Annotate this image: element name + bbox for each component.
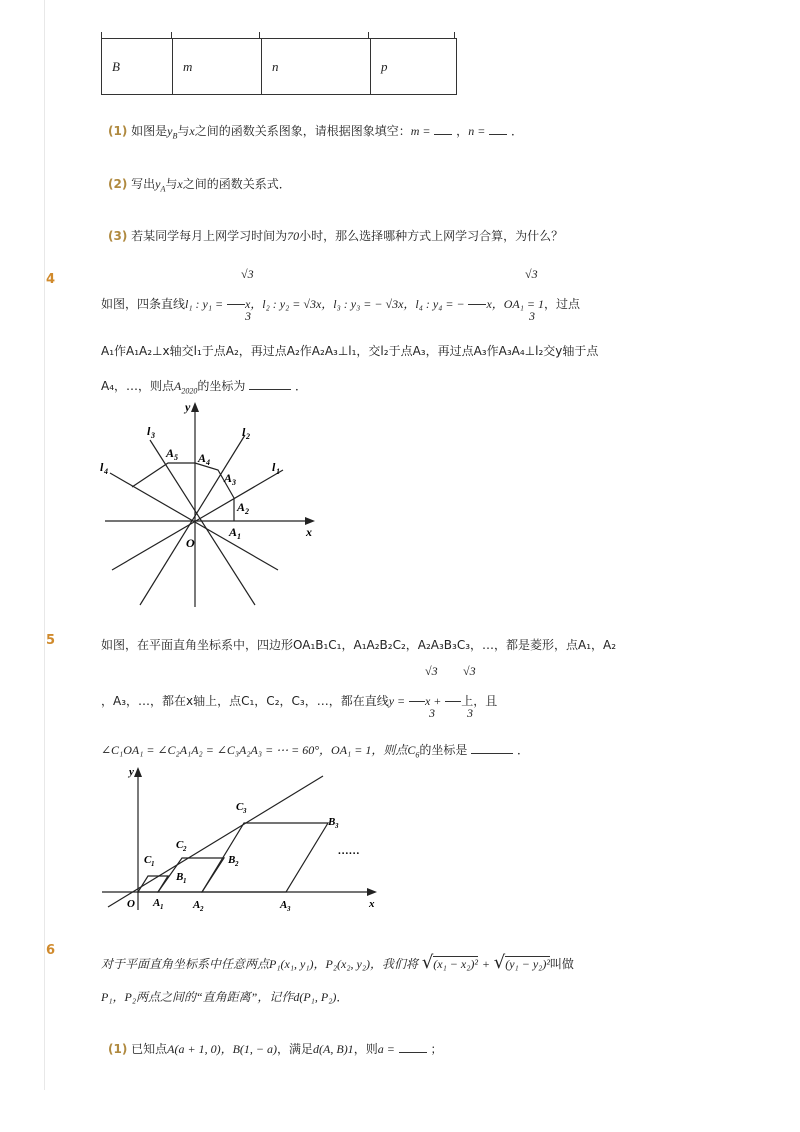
label-l1-sub: 1 xyxy=(276,467,280,476)
q5-line-1: 如图，在平面直角坐标系中，四边形OA₁B₁C₁，A₁A₂B₂C₂，A₂A₃B₃C₃，…，都是菱形，点A₁，A₂ xyxy=(101,638,617,652)
x-arrow-icon xyxy=(367,888,377,896)
label-x: x xyxy=(306,525,312,539)
table-cell: p xyxy=(371,39,457,95)
svg-text:1: 1 xyxy=(183,877,187,885)
label-A5-sub: 5 xyxy=(174,453,178,462)
svg-text:1: 1 xyxy=(160,903,164,911)
q4-line-1: 如图，四条直线l₁ : y₁ = x，l₂ : y₂ = √3x，l₃ : y₃ = − √3x，l₄ : y₄ = − x，OA₁ = 1，过点 xyxy=(101,297,581,311)
q4-frac1-num: √3 xyxy=(241,267,254,281)
blank-a[interactable] xyxy=(399,1052,427,1053)
label-A2: A xyxy=(193,899,201,911)
table-cell: m xyxy=(173,39,262,95)
label-A1: A xyxy=(229,525,238,539)
line-l1 xyxy=(112,470,283,570)
table-row xyxy=(102,39,457,95)
q5-frac1-num: √3 xyxy=(425,664,438,678)
rhombus-2 xyxy=(158,858,224,892)
q5-line-2: ，A₃，…，都在x轴上，点C₁，C₂，C₃，…，都在直线y = x + 上，且 xyxy=(101,694,498,708)
label-O: O xyxy=(127,898,135,910)
blank-a2020[interactable] xyxy=(249,389,291,390)
label-B3: B xyxy=(328,816,336,828)
label-C2: C xyxy=(176,839,184,851)
label-A3-sub: 3 xyxy=(232,478,236,487)
y-arrow-icon xyxy=(134,767,142,777)
q4-line-2: A₁作A₁A₂⊥x轴交l₁于点A₂，再过点A₂作A₂A₃⊥l₁，交l₂于点A₃，再过点A₃作A₃A₄⊥l₂交y轴于点 xyxy=(101,344,599,358)
table-cell: B xyxy=(102,39,173,95)
svg-text:1: 1 xyxy=(151,860,155,868)
label-A3: A xyxy=(280,899,288,911)
q6-part-1: (1) 已知点A(a + 1, 0)，B(1, − a)，满足d(A, B)1，则a = ； xyxy=(108,1042,443,1056)
label-A2: A xyxy=(237,500,246,514)
label-x: x xyxy=(369,898,375,910)
q4-line-3: A₄，…，则点$A_{2020}$的坐标为 ． xyxy=(101,379,308,396)
label-A1-sub: 1 xyxy=(237,532,241,541)
label-l1: l xyxy=(272,460,276,474)
label-B1: B xyxy=(176,871,184,883)
q5-frac2-num: √3 xyxy=(463,664,476,678)
question-number-5: 5 xyxy=(46,633,56,648)
label-l2: l xyxy=(242,425,246,439)
svg-text:3: 3 xyxy=(243,807,247,815)
svg-text:3: 3 xyxy=(335,822,339,830)
label-l3-sub: 3 xyxy=(151,431,155,440)
left-margin-rule xyxy=(44,0,45,1090)
label-l2-sub: 2 xyxy=(246,432,250,441)
table-cell: n xyxy=(262,39,371,95)
label-B2: B xyxy=(228,854,236,866)
svg-text:3: 3 xyxy=(287,905,291,912)
choice-table xyxy=(101,38,457,95)
q6-line-1: 对于平面直角坐标系中任意两点P₁(x₁, y₁)，P₂(x₂, y₂)，我们将 √(x₁ − x₂)² + √(y₁ − y₂)²叫做 xyxy=(101,952,574,973)
q-prev-part-2: (2) 写出$y_A$与x之间的函数关系式． xyxy=(108,177,291,194)
q5-frac2-den: 3 xyxy=(467,706,473,720)
label-C3: C xyxy=(236,801,244,813)
label-A5: A xyxy=(166,446,175,460)
label-A4: A xyxy=(198,451,207,465)
svg-text:2: 2 xyxy=(200,905,204,912)
label-C1: C xyxy=(144,854,152,866)
label-A3: A xyxy=(224,471,233,485)
label-l3: l xyxy=(147,424,151,438)
label-dots: …… xyxy=(338,845,360,857)
q4-frac1-den: 3 xyxy=(245,309,251,323)
label-A2-sub: 2 xyxy=(245,507,249,516)
svg-text:2: 2 xyxy=(235,860,239,868)
blank-n[interactable] xyxy=(489,134,507,135)
question-number-4: 4 xyxy=(46,272,56,287)
q5-frac1-den: 3 xyxy=(429,706,435,720)
svg-text:2: 2 xyxy=(183,845,187,853)
label-y: y xyxy=(185,400,191,414)
q-prev-part-1: (1) 如图是$y_B$与x之间的函数关系图象，请根据图象填空：m = ，n = ． xyxy=(108,124,523,141)
label-y: y xyxy=(129,766,134,778)
label-l4-sub: 4 xyxy=(104,467,108,476)
blank-m[interactable] xyxy=(434,134,452,135)
y-arrow-icon xyxy=(191,402,199,412)
label-A4-sub: 4 xyxy=(206,458,210,467)
blank-c6[interactable] xyxy=(471,753,513,754)
q5-line-3: ∠C₁OA₁ = ∠C₂A₁A₂ = ∠C₃A₂A₃ = ⋯ = 60°，OA₁ = 1，则点$C_6$的坐标是 ． xyxy=(101,743,530,760)
question-number-6: 6 xyxy=(46,943,56,958)
table-top-edge xyxy=(101,32,455,38)
label-O: O xyxy=(186,536,195,550)
q4-frac4-den: 3 xyxy=(529,309,535,323)
q4-frac4-num: √3 xyxy=(525,267,538,281)
q4-figure xyxy=(90,395,330,610)
x-arrow-icon xyxy=(305,517,315,525)
q6-line-2: P₁，P₂两点之间的“直角距离”，记作d(P₁, P₂)． xyxy=(101,990,349,1004)
q5-figure xyxy=(98,762,383,912)
q-prev-part-3: (3) 若某同学每月上网学习时间为70小时，那么选择哪种方式上网学习合算，为什么？ xyxy=(108,229,564,243)
label-A1: A xyxy=(153,897,161,909)
label-l4: l xyxy=(100,460,104,474)
